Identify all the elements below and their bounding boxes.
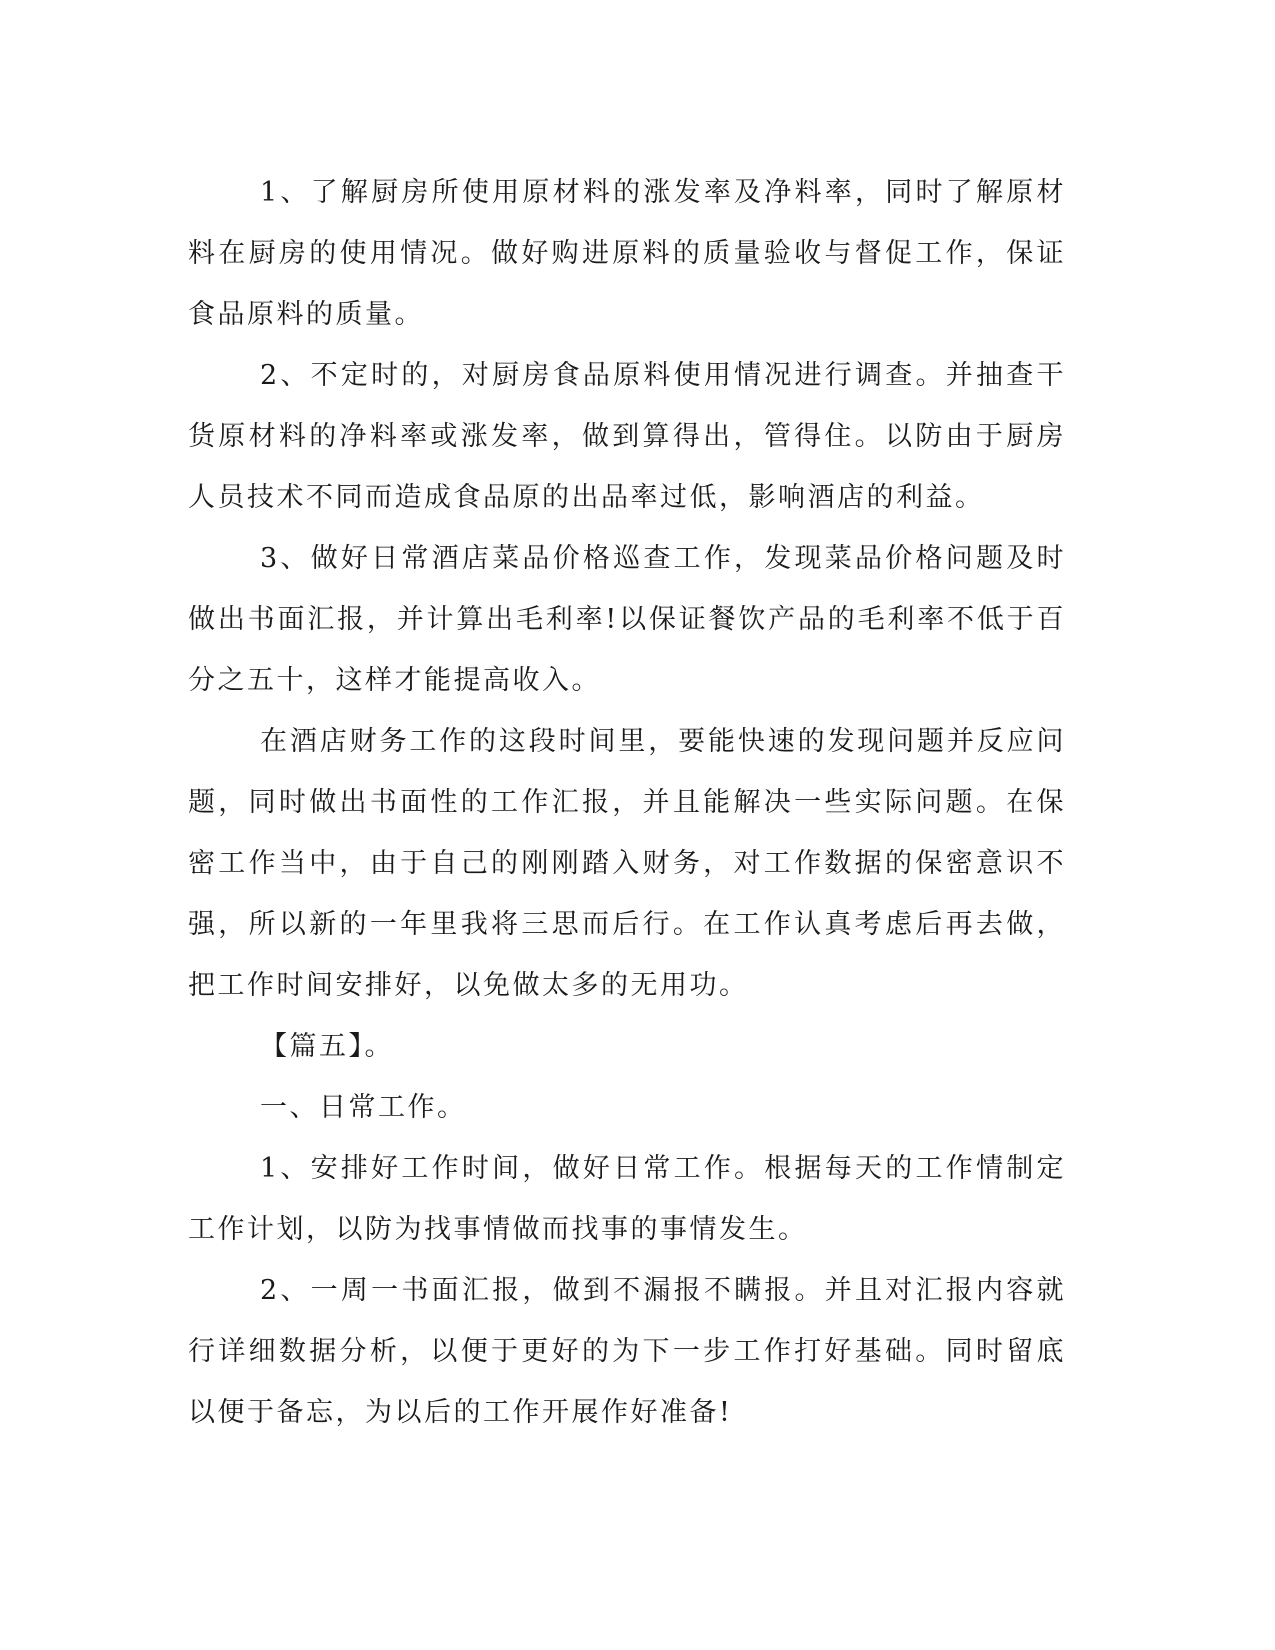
section-heading-pian-wu: 【篇五】。 [260, 1031, 394, 1062]
paragraph-4: 在酒店财务工作的这段时间里，要能快速的发现问题并反应问题，同时做出书面性的工作汇报，并且能解决一些实际问题。在保密工作当中，由于自己的刚刚踏入财务，对工作数据的保密意识不强，所以新的一年里我将三思而后行。在工作认真考虑后再去做，把工作时间安排好，以免做太多的无用功。 [188, 726, 1066, 1001]
paragraph-6: 2、一周一书面汇报，做到不漏报不瞒报。并且对汇报内容就行详细数据分析，以便于更好的为下一步工作打好基础。同时留底以便于备忘，为以后的工作开展作好准备! [188, 1275, 1066, 1428]
subsection-heading-daily-work: 一、日常工作。 [260, 1092, 467, 1123]
paragraph-3: 3、做好日常酒店菜品价格巡查工作，发现菜品价格问题及时做出书面汇报，并计算出毛利率!以保证餐饮产品的毛利率不低于百分之五十，这样才能提高收入。 [188, 543, 1066, 696]
paragraph-5: 1、安排好工作时间，做好日常工作。根据每天的工作情制定工作计划，以防为找事情做而找事的事情发生。 [188, 1153, 1066, 1245]
paragraph-2: 2、不定时的，对厨房食品原料使用情况进行调查。并抽查干货原材料的净料率或涨发率，做到算得出，管得住。以防由于厨房人员技术不同而造成食品原的出品率过低，影响酒店的利益。 [188, 360, 1066, 513]
paragraph-1: 1、了解厨房所使用原材料的涨发率及净料率，同时了解原材料在厨房的使用情况。做好购进原料的质量验收与督促工作，保证食品原料的质量。 [188, 177, 1066, 330]
document-body [188, 162, 1066, 1443]
